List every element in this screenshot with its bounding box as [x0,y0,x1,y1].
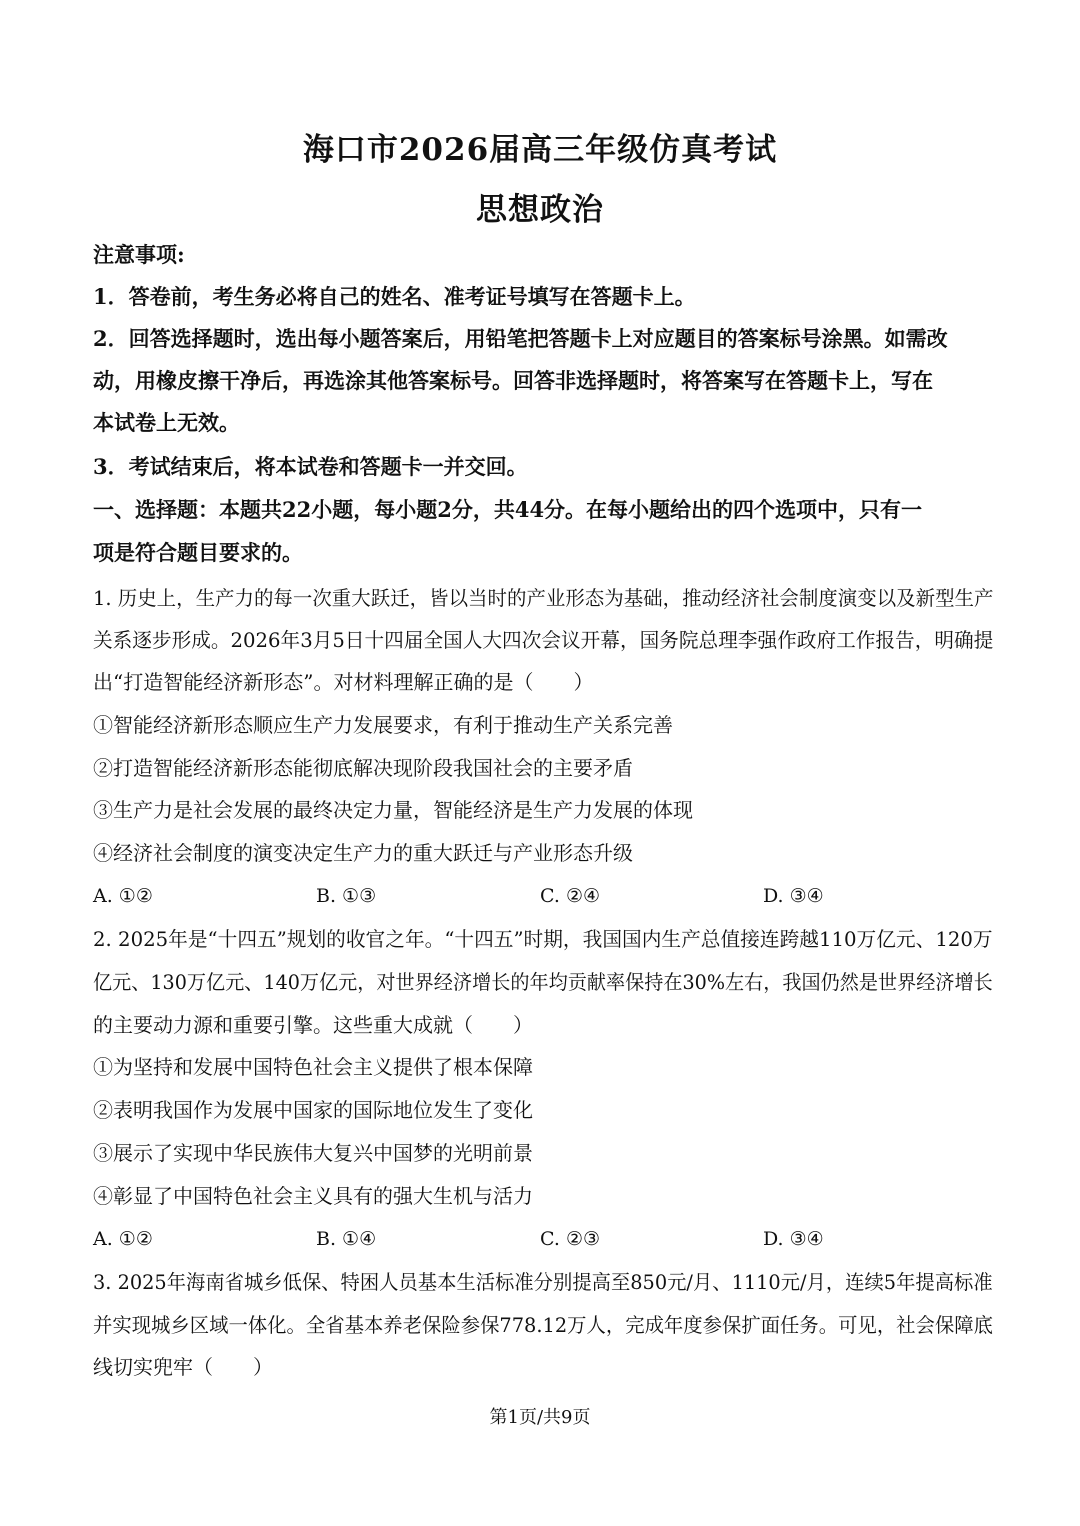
question-1-statement: ②打造智能经济新形态能彻底解决现阶段我国社会的主要矛盾 [93,756,633,780]
question-1-option-a: A. ①② [93,885,153,907]
question-1-statement: ①智能经济新形态顺应生产力发展要求，有利于推动生产关系完善 [93,713,673,737]
question-2-statement: ①为坚持和发展中国特色社会主义提供了根本保障 [93,1055,533,1079]
question-1-stem: 关系逐步形成。2026年3月5日十四届全国人大四次会议开幕，国务院总理李强作政府工作报告，明确提 [93,628,994,652]
notice-item: 动，用橡皮擦干净后，再选涂其他答案标号。回答非选择题时，将答案写在答题卡上，写在 [93,368,933,393]
question-3-stem: 线切实兜牢（ ） [93,1355,273,1379]
question-3-stem: 3. 2025年海南省城乡低保、特困人员基本生活标准分别提高至850元/月、1110元/月，连续5年提高标准 [93,1270,993,1294]
question-2-stem: 亿元、130万亿元、140万亿元，对世界经济增长的年均贡献率保持在30%左右，我国仍然是世界经济增长 [93,970,993,994]
question-2-option-a: A. ①② [93,1228,153,1250]
question-1-option-d: D. ③④ [763,885,824,907]
notice-item: 本试卷上无效。 [93,410,240,435]
question-2-option-c: C. ②③ [540,1228,601,1250]
question-1-option-b: B. ①③ [316,885,377,907]
subject-title: 思想政治 [476,192,604,228]
section-heading: 一、选择题：本题共22小题，每小题2分，共44分。在每小题给出的四个选项中，只有一 [93,497,923,522]
question-1-statement: ④经济社会制度的演变决定生产力的重大跃迁与产业形态升级 [93,841,633,865]
question-2-statement: ④彰显了中国特色社会主义具有的强大生机与活力 [93,1184,533,1208]
notice-item: 2．回答选择题时，选出每小题答案后，用铅笔把答题卡上对应题目的答案标号涂黑。如需改 [93,326,948,351]
question-2-stem: 的主要动力源和重要引擎。这些重大成就（ ） [93,1013,533,1037]
page-number: 第1页/共9页 [489,1407,591,1428]
question-2-option-d: D. ③④ [763,1228,824,1250]
question-2-stem: 2. 2025年是“十四五”规划的收官之年。“十四五”时期，我国国内生产总值接连跨越110万亿元、120万 [93,927,993,951]
question-1-statement: ③生产力是社会发展的最终决定力量，智能经济是生产力发展的体现 [93,798,693,822]
question-1-stem: 出“打造智能经济新形态”。对材料理解正确的是（ ） [93,670,594,694]
notice-item: 1．答卷前，考生务必将自己的姓名、准考证号填写在答题卡上。 [93,284,696,309]
question-3-stem: 并实现城乡区域一体化。全省基本养老保险参保778.12万人，完成年度参保扩面任务。可见，社会保障底 [93,1313,993,1337]
question-2-statement: ③展示了实现中华民族伟大复兴中国梦的光明前景 [93,1141,533,1165]
question-2-option-b: B. ①④ [316,1228,377,1250]
notice-item: 3．考试结束后，将本试卷和答题卡一并交回。 [93,454,528,479]
question-1-stem: 1. 历史上，生产力的每一次重大跃迁，皆以当时的产业形态为基础，推动经济社会制度演变以及新型生产 [93,586,994,610]
section-heading: 项是符合题目要求的。 [93,540,303,565]
question-1-option-c: C. ②④ [540,885,601,907]
question-2-statement: ②表明我国作为发展中国家的国际地位发生了变化 [93,1098,533,1122]
exam-title: 海口市2026届高三年级仿真考试 [302,132,778,168]
notice-heading: 注意事项: [93,242,185,267]
